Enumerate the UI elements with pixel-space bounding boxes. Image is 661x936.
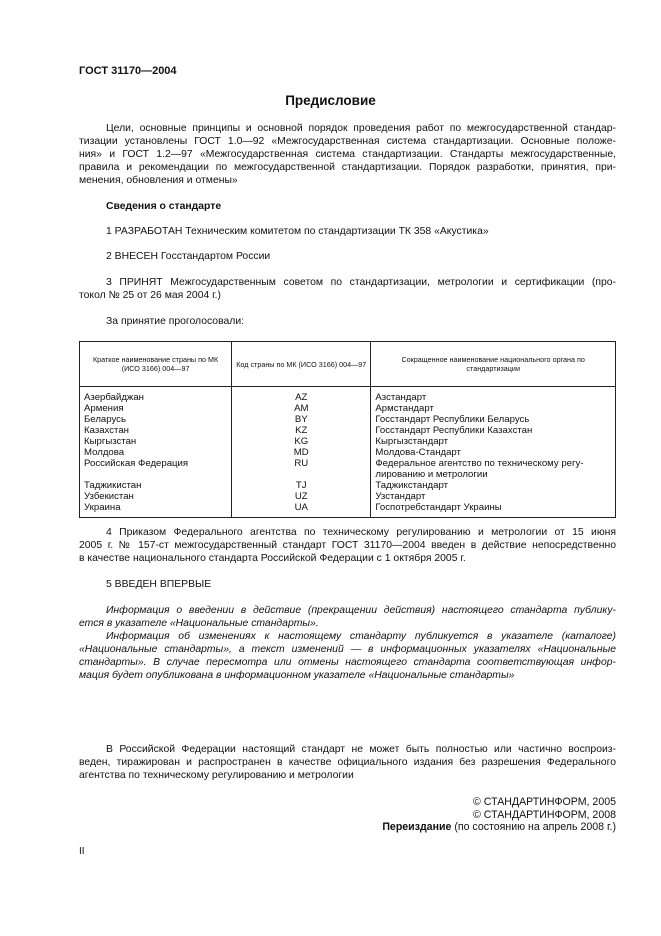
table-row: [80, 491, 616, 502]
info-2-line: «Национальные стандарты», а текст изменений — в информационных указателях «Национальные: [79, 643, 616, 655]
table-row: [80, 502, 616, 518]
body-cell: Федеральное агентство по техническому регу-лированию и метрологии: [371, 458, 616, 480]
item-5: 5 ВВЕДЕН ВПЕРВЫЕ: [106, 579, 212, 590]
document-code: ГОСТ 31170—2004: [79, 65, 177, 77]
reissue-line: [382, 821, 616, 834]
about-heading: Сведения о стандарте: [106, 201, 222, 212]
reissue-label: Переиздание: [382, 821, 452, 833]
code-cell: AM: [232, 403, 371, 414]
info-paragraph-1: [79, 605, 616, 631]
copyright-line-2: © СТАНДАРТИНФОРМ, 2008: [473, 808, 616, 821]
item-1: 1 РАЗРАБОТАН Техническим комитетом по стандартизации ТК 358 «Акустика»: [106, 226, 489, 237]
intro-line: правила и рекомендации по межгосударственной стандартизации. Порядок разработки, принятия, при-: [79, 161, 616, 173]
body-cell: Таджикстандарт: [371, 480, 616, 491]
voting-table: [79, 341, 616, 516]
item-4-line: в качестве национального стандарта Российской Федерации с 1 октября 2005 г.: [79, 552, 466, 564]
info-paragraph-2: [79, 631, 616, 683]
copyright-line-1: © СТАНДАРТИНФОРМ, 2005: [473, 796, 616, 808]
header-country: Краткое наименование страны по МК (ИСО 3166) 004—97: [80, 342, 232, 387]
body-cell: Госстандарт Республики Казахстан: [371, 425, 616, 436]
code-cell: MD: [232, 447, 371, 458]
item-4-line: 4 Приказом Федерального агентства по техническому регулированию и метрологии от 15 июня: [106, 527, 616, 538]
info-1-line: ется в указателе «Национальные стандарты».: [79, 617, 319, 629]
code-cell: RU: [232, 458, 371, 480]
notice-line: агентства по техническому регулированию и метрологии: [79, 769, 354, 781]
body-cell: Молдова-Стандарт: [371, 447, 616, 458]
country-cell: Азербайджан: [80, 387, 232, 404]
country-cell: Беларусь: [80, 414, 232, 425]
body-cell: Кыргызстандарт: [371, 436, 616, 447]
country-cell: Украина: [80, 502, 232, 518]
country-cell: Молдова: [80, 447, 232, 458]
intro-line: тизации установлены ГОСТ 1.0—92 «Межгосударственная система стандартизации. Основные положе-: [79, 135, 616, 147]
intro-paragraph: [79, 123, 616, 188]
intro-line: Цели, основные принципы и основной порядок проведения работ по межгосударственной стандар-: [106, 123, 616, 134]
table-row: [80, 414, 616, 425]
reissue-date: (по состоянию на апрель 2008 г.): [451, 821, 616, 833]
body-cell: Госстандарт Республики Беларусь: [371, 414, 616, 425]
code-cell: KG: [232, 436, 371, 447]
body-cell: Госпотребстандарт Украины: [371, 502, 616, 518]
country-cell: Казахстан: [80, 425, 232, 436]
item-4-line: 2005 г. № 157-ст межгосударственный стандарт ГОСТ 31170—2004 введен в действие непосредственно: [79, 539, 616, 551]
item-3-line: токол № 25 от 26 мая 2004 г.): [79, 289, 222, 301]
notice-line: В Российской Федерации настоящий стандарт не может быть полностью или частично воспроиз-: [106, 744, 616, 755]
code-cell: TJ: [232, 480, 371, 491]
country-cell: Узбекистан: [80, 491, 232, 502]
table-row: [80, 403, 616, 414]
code-cell: BY: [232, 414, 371, 425]
header-code: Код страны по МК (ИСО 3166) 004—97: [232, 342, 371, 387]
page-number: II: [79, 846, 85, 857]
item-2: 2 ВНЕСЕН Госстандартом России: [106, 251, 271, 262]
table-row: [80, 458, 616, 480]
body-cell: Узстандарт: [371, 491, 616, 502]
intro-line: ния» и ГОСТ 1.2—97 «Межгосударственная система стандартизации. Стандарты межгосударственные,: [79, 148, 616, 160]
table-row: [80, 387, 616, 404]
notice-line: веден, тиражирован и распространен в качестве официального издания без разрешения Федерального: [79, 756, 616, 768]
table-row: [80, 447, 616, 458]
info-2-line: стандарты». В случае пересмотра или отмены настоящего стандарта соответствующая инфор-: [79, 656, 616, 668]
item-3: [79, 277, 616, 303]
intro-line: менения, обновления и отмены»: [79, 174, 238, 186]
country-cell: Кыргызстан: [80, 436, 232, 447]
item-3-line: 3 ПРИНЯТ Межгосударственным советом по стандартизации, метрологии и сертификации (про-: [106, 277, 616, 288]
info-1-line: Информация о введении в действие (прекращении действия) настоящего стандарта публику-: [106, 605, 616, 616]
table-header-row: [80, 342, 616, 387]
table-row: [80, 436, 616, 447]
country-cell: Армения: [80, 403, 232, 414]
page-title: Предисловие: [285, 93, 376, 108]
header-body: Сокращенное наименование национального органа по стандартизации: [371, 342, 616, 387]
code-cell: UZ: [232, 491, 371, 502]
item-4: [79, 527, 616, 566]
notice-paragraph: [79, 744, 616, 783]
table-row: [80, 480, 616, 491]
body-cell: Армстандарт: [371, 403, 616, 414]
body-cell: Азстандарт: [371, 387, 616, 404]
info-2-line: Информация об изменениях к настоящему стандарту публикуется в указателе (каталоге): [106, 631, 616, 642]
copyright-block: [382, 796, 616, 834]
table-row: [80, 425, 616, 436]
code-cell: KZ: [232, 425, 371, 436]
country-cell: Таджикистан: [80, 480, 232, 491]
code-cell: AZ: [232, 387, 371, 404]
country-cell: Российская Федерация: [80, 458, 232, 480]
info-2-line: мация будет опубликована в информационном указателе «Национальные стандарты»: [79, 669, 515, 681]
code-cell: UA: [232, 502, 371, 518]
voted-label: За принятие проголосовали:: [106, 316, 245, 327]
